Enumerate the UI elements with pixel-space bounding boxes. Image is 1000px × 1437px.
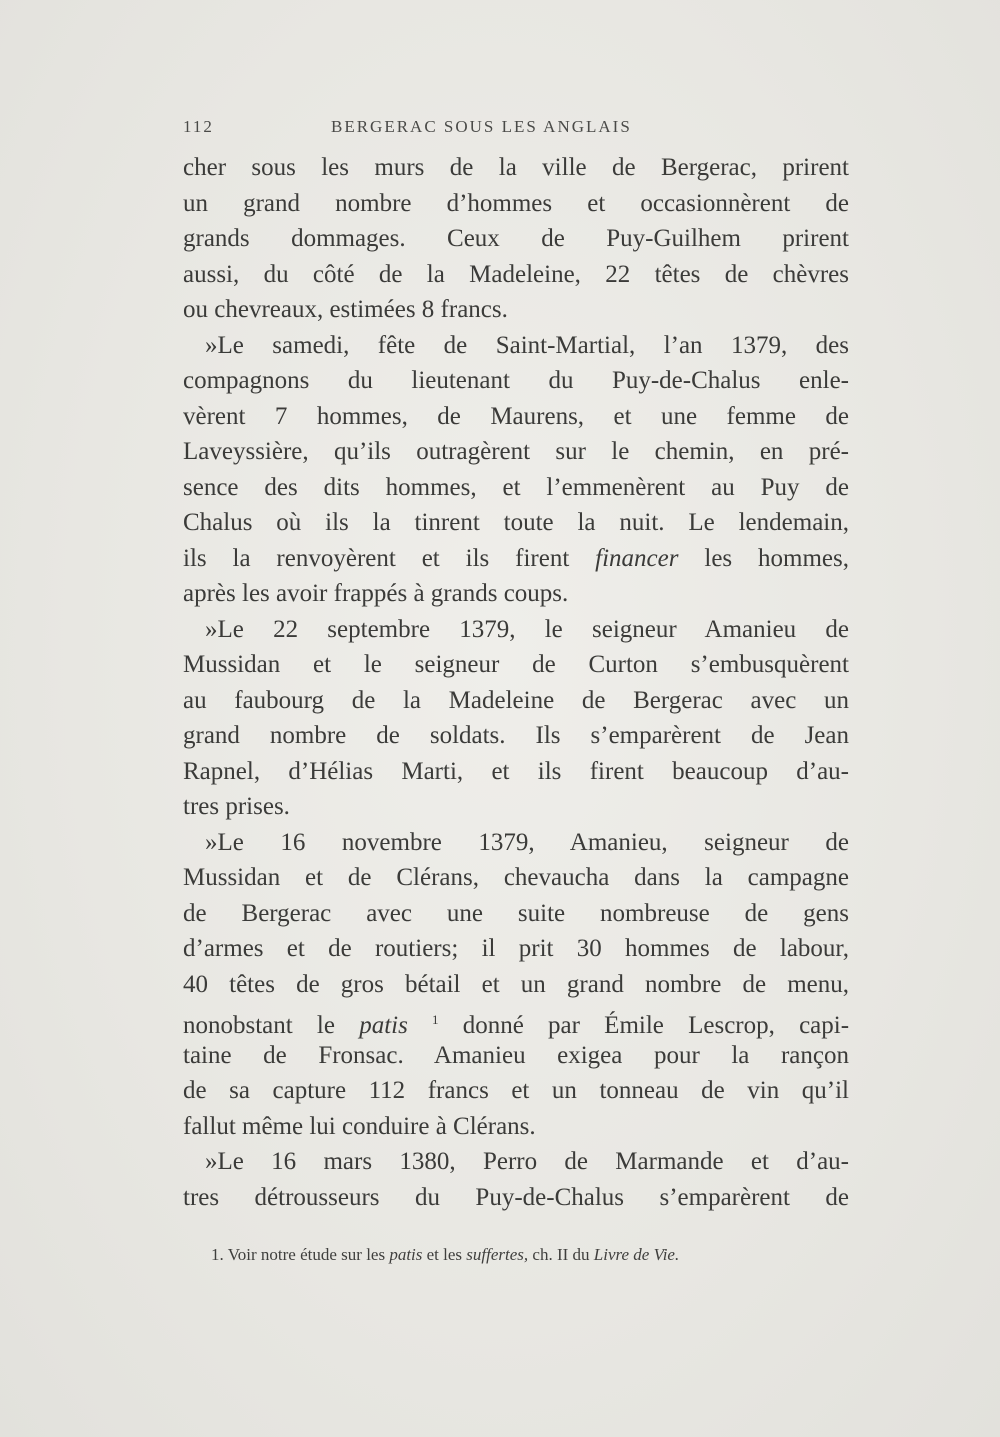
text-line: »Le samedi, fête de Saint-Martial, l’an 1379, des	[205, 331, 849, 359]
text-line: vèrent 7 hommes, de Maurens, et une femme de	[183, 402, 849, 430]
text-segment: nonobstant le	[183, 1012, 335, 1039]
text-line: d’armes et de routiers; il prit 30 hommes de labour,	[183, 935, 849, 962]
text-line: »Le 16 novembre 1379, Amanieu, seigneur de	[205, 828, 849, 856]
running-head	[183, 117, 849, 137]
text-line: aussi, du côté de la Madeleine, 22 têtes de chèvres	[183, 260, 849, 288]
footnote-text: Voir notre étude sur les	[227, 1245, 386, 1264]
text-line: tres détrousseurs du Puy-de-Chalus s’emparèrent de	[183, 1183, 849, 1211]
text-line: tres prises.	[183, 793, 290, 820]
text-line: Rapnel, d’Hélias Marti, et ils firent beaucoup d’au-	[183, 757, 849, 785]
footnote-italic: patis	[389, 1245, 423, 1264]
footnote-reference: 1	[432, 1012, 439, 1027]
text-line: cher sous les murs de la ville de Bergerac, prirent	[183, 154, 849, 181]
text-line	[183, 541, 849, 577]
text-segment: ils la renvoyèrent et ils firent	[183, 544, 570, 572]
footnote-number: 1.	[211, 1245, 224, 1264]
text-line: »Le 16 mars 1380, Perro de Marmande et d’au-	[205, 1148, 849, 1175]
italic-word: patis	[359, 1012, 408, 1039]
text-line: »Le 22 septembre 1379, le seigneur Amanieu de	[205, 615, 849, 643]
text-line	[183, 1002, 849, 1038]
text-line: au faubourg de la Madeleine de Bergerac avec un	[183, 686, 849, 714]
text-line: Chalus où ils la tinrent toute la nuit. Le lendemain,	[183, 509, 849, 536]
footnote-text: et les	[426, 1245, 463, 1264]
text-line: Laveyssière, qu’ils outragèrent sur le chemin, en pré-	[183, 438, 849, 465]
italic-word: financer	[595, 544, 679, 572]
footnote-italic: Livre de Vie.	[593, 1245, 680, 1264]
text-line: grands dommages. Ceux de Puy-Guilhem prirent	[183, 225, 849, 252]
text-line: 40 têtes de gros bétail et un grand nombre de menu,	[183, 970, 849, 998]
text-line: ou chevreaux, estimées 8 francs.	[183, 296, 508, 323]
text-line: sence des dits hommes, et l’emmenèrent au Puy de	[183, 473, 849, 501]
text-line: taine de Fronsac. Amanieu exigea pour la rançon	[183, 1041, 849, 1069]
text-segment: les hommes,	[704, 544, 849, 572]
page-number: 112	[183, 117, 214, 136]
text-line: compagnons du lieutenant du Puy-de-Chalus enle-	[183, 367, 849, 394]
text-line: après les avoir frappés à grands coups.	[183, 580, 569, 607]
running-title: BERGERAC SOUS LES ANGLAIS	[331, 117, 632, 136]
text-line: fallut même lui conduire à Clérans.	[183, 1112, 536, 1140]
text-line: grand nombre de soldats. Ils s’emparèrent de Jean	[183, 722, 849, 749]
text-segment: donné par Émile Lescrop, capi-	[462, 1012, 850, 1039]
text-line: de Bergerac avec une suite nombreuse de gens	[183, 899, 849, 927]
text-line: de sa capture 112 francs et un tonneau de vin qu’il	[183, 1077, 849, 1104]
text-line: Mussidan et le seigneur de Curton s’embusquèrent	[183, 651, 849, 678]
footnote-italic: suffertes,	[466, 1245, 529, 1264]
body-text	[183, 150, 849, 1215]
text-line: Mussidan et de Clérans, chevaucha dans la campagne	[183, 864, 849, 891]
footnote	[211, 1245, 851, 1265]
footnote-text: ch. II du	[532, 1245, 590, 1264]
text-line: un grand nombre d’hommes et occasionnèrent de	[183, 189, 849, 217]
